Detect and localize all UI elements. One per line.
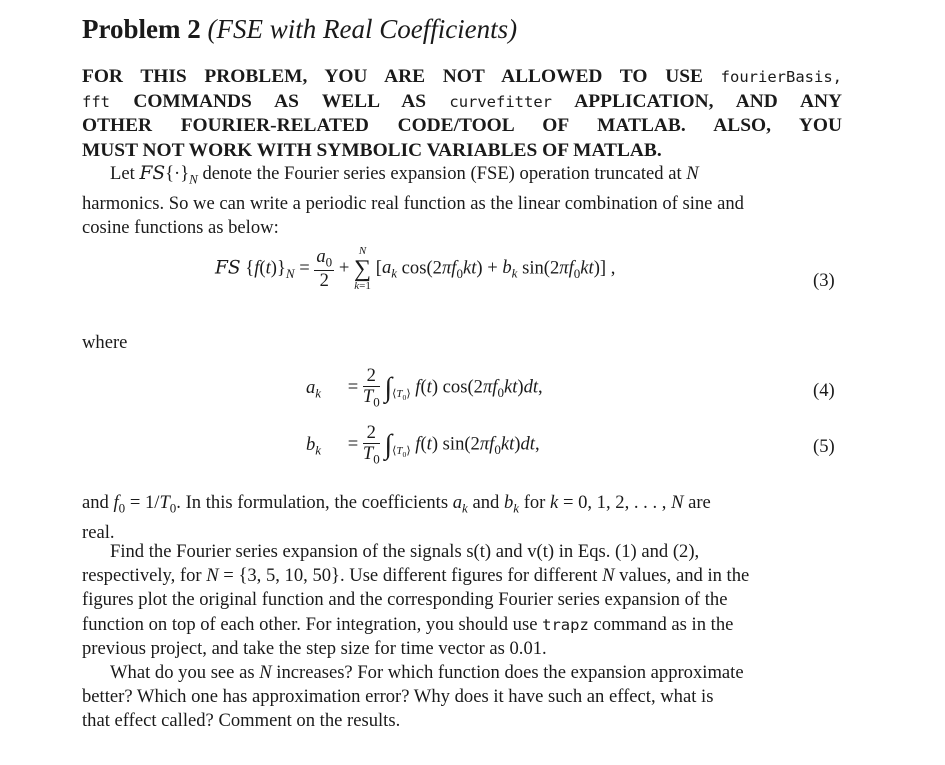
task-paragraph: Find the Fourier series expansion of the signals s(t) and v(t) in Eqs. (1) and (2), respectively, for N = {3, 5, 10, 50}. Use different figures for different N values, and in the figures plot the original function and the corresponding Fourier series expansion of the function on top of each other. For integration, you should use trapz command as in the previous project, and take the step size for time vector as 0.01. <box>82 540 840 661</box>
intro-line-2: harmonics. So we can write a periodic real function as the linear combination of sine and <box>82 192 744 214</box>
task-line-5: previous project, and take the step size for time vector as 0.01. <box>82 637 547 659</box>
intro-paragraph: Let $FS\{\cdot\}_N$ denote the Fourier series expansion (FSE) operation truncated at N harmonics. So we can write a periodic real function as the linear combination of sine and cosine functions as below: <box>82 162 840 240</box>
equation-number-4: (4) <box>813 380 835 401</box>
notice-line-4: MUST NOT WORK WITH SYMBOLIC VARIABLES OF MATLAB. <box>82 139 662 161</box>
equation-number-3: (3) <box>813 270 835 291</box>
restriction-notice <box>82 65 842 163</box>
intro-text: denote the Fourier series expansion (FSE) operation truncated at <box>197 163 687 184</box>
text: are <box>683 492 711 513</box>
text: . Use different figures for different <box>339 565 603 587</box>
notice-line-2b: APPLICATION, AND ANY <box>552 90 842 112</box>
text: function on top of each other. For integration, you should use <box>82 613 543 635</box>
text: command as in the <box>588 613 734 635</box>
question-line-2: better? Which one has approximation error? Why does it have such an effect, what is <box>82 686 714 708</box>
text: and <box>82 492 114 513</box>
text: . In this formulation, the coefficients <box>176 492 453 513</box>
fs-operator: FS <box>139 163 166 184</box>
text: and <box>467 492 504 513</box>
equation-fse: FS $\{f(t)\}_N$ = $\frac{a_0}{2}$ + N ∑ k=1 [$a_k$ $\cos(2\pi f_0kt) + b_k$ $\sin(2\pi f_0kt)$] , <box>215 245 616 292</box>
equation-ak: $a_k$ = $\frac{2}{T_0}$ $\int_{⟨T_0⟩}$ f(t) $\cos(2\pi f_0kt)dt$, <box>306 365 543 411</box>
coefficients-line-2: real. <box>82 521 115 543</box>
equation-number-5: (5) <box>813 436 835 457</box>
text: increases? For which function does the expansion approximate <box>271 662 744 683</box>
problem-heading <box>82 14 517 45</box>
text: for <box>519 492 551 513</box>
notice-line-1: FOR THIS PROBLEM, YOU ARE NOT ALLOWED TO USE <box>82 66 721 87</box>
coefficients-paragraph: and $f_0 = 1/T_0$. In this formulation, the coefficients $a_k$ and $b_k$ for k = 0, 1, 2, . . . , N are real. <box>82 491 840 545</box>
text: What do you see as <box>110 662 260 683</box>
notice-code-curvefitter: curvefitter <box>449 92 553 111</box>
task-line-3: figures plot the original function and the corresponding Fourier series expansion of the <box>82 589 728 611</box>
notice-code-fft: fft <box>82 92 110 111</box>
code-trapz: trapz <box>542 615 589 634</box>
problem-subtitle: (FSE with Real Coefficients) <box>207 14 518 44</box>
equation-bk: $b_k$ = $\frac{2}{T_0}$ $\int_{⟨T_0⟩}$ f(t) $\sin(2\pi f_0kt)dt$, <box>306 422 540 468</box>
intro-text: Let <box>110 163 140 184</box>
notice-line-2a: COMMANDS AS WELL AS <box>110 90 450 112</box>
text: respectively, for <box>82 565 207 587</box>
notice-code-fourierbasis: fourierBasis, <box>720 68 842 86</box>
task-line-1: Find the Fourier series expansion of the signals s(t) and v(t) in Eqs. (1) and (2), <box>110 541 700 562</box>
question-paragraph: What do you see as N increases? For which function does the expansion approximate better? Which one has approximation error? Why does it have such an effect, what is that effect called? Comment on the results. <box>82 661 840 734</box>
text: values, and in the <box>614 565 750 587</box>
math-N: N <box>686 163 699 184</box>
where-label: where <box>82 332 128 353</box>
intro-line-3: cosine functions as below: <box>82 217 279 239</box>
question-line-3: that effect called? Comment on the results. <box>82 710 401 732</box>
problem-title: Problem 2 <box>82 14 201 44</box>
notice-line-3: OTHER FOURIER-RELATED CODE/TOOL OF MATLAB. ALSO, YOU <box>82 115 842 136</box>
